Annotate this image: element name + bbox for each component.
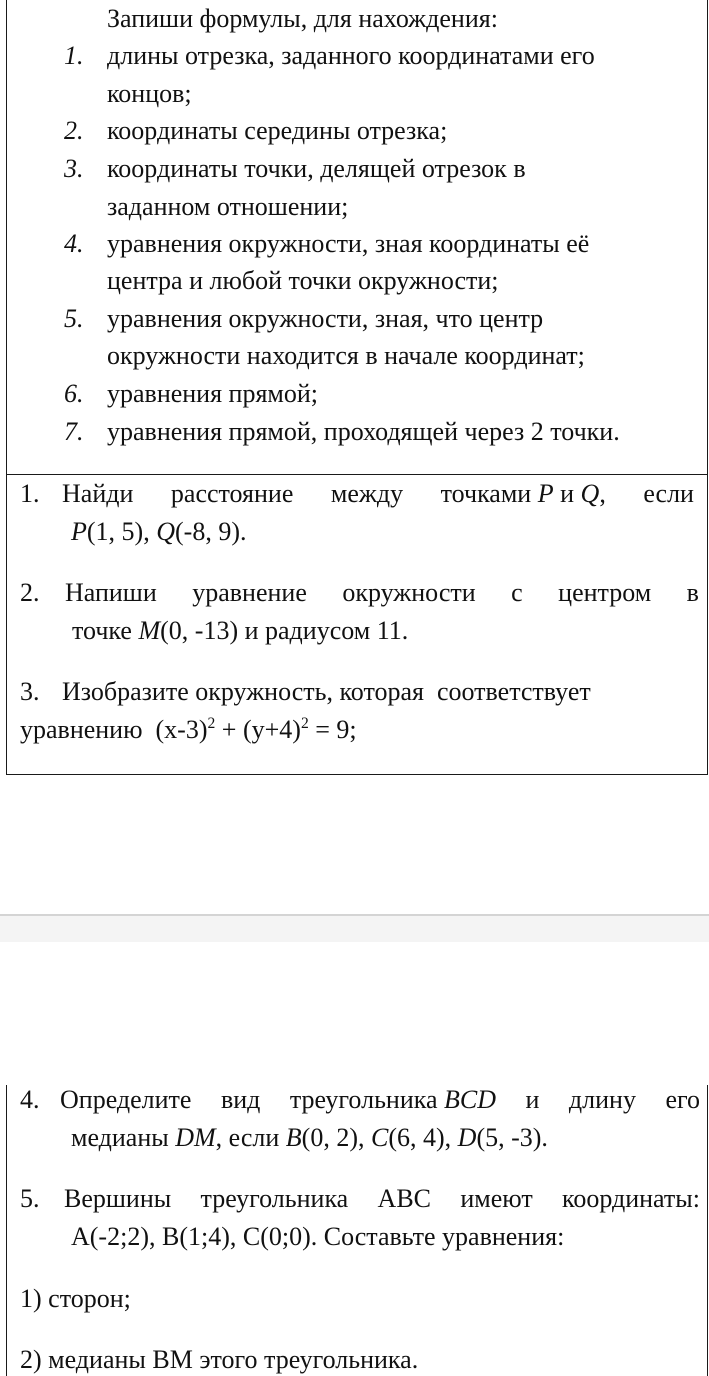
word: расстояние	[170, 479, 294, 508]
point-d: D	[457, 1123, 477, 1152]
task-number: 5.	[20, 1184, 40, 1213]
subtask-2: 2) медианы BM этого треугольника.	[20, 1345, 419, 1374]
subtask-1: 1) сторон;	[20, 1284, 131, 1313]
punct: ,	[599, 479, 606, 508]
task-line	[72, 616, 408, 646]
point-m: M	[138, 616, 161, 645]
word: вид	[220, 1085, 261, 1114]
word: между	[330, 479, 404, 508]
formula-line: уравнения прямой, проходящей через 2 точки.	[107, 417, 620, 446]
task-number: 4.	[20, 1085, 40, 1114]
text: , если	[215, 1123, 286, 1152]
formula-line: заданном отношении;	[107, 192, 349, 221]
formula-number: 7.	[64, 417, 84, 446]
task-line	[62, 479, 694, 509]
point-q: Q	[580, 479, 600, 508]
word: окружности	[342, 578, 476, 607]
task-equation	[20, 715, 357, 745]
word: ABC	[377, 1184, 432, 1213]
task-line	[71, 1123, 548, 1153]
word: треугольника	[289, 1085, 438, 1114]
text: точке	[72, 616, 139, 645]
task-line: A(-2;2), B(1;4), C(0;0). Составьте уравнения:	[71, 1222, 565, 1251]
task-line	[71, 517, 246, 547]
exponent: 2	[207, 714, 216, 732]
coords: (6, 4),	[388, 1123, 458, 1152]
page-separator-shade	[0, 916, 709, 942]
table-right-border-top	[707, 0, 708, 775]
exponent: 2	[300, 714, 309, 732]
table-left-border-top	[6, 0, 7, 775]
word: и	[525, 1085, 540, 1114]
point-b: B	[285, 1123, 302, 1152]
word: и	[560, 479, 575, 508]
word: точками	[440, 479, 532, 508]
table-right-border-bottom	[707, 1085, 708, 1376]
text: = 9;	[308, 715, 357, 744]
task-number: 1.	[20, 479, 40, 508]
task-line	[60, 1085, 700, 1115]
word-group	[290, 1085, 496, 1115]
word: Определите	[60, 1085, 192, 1114]
word: Напиши	[65, 578, 157, 607]
formula-line: центра и любой точки окружности;	[107, 266, 499, 295]
word-group	[441, 479, 606, 509]
formula-number: 5.	[64, 304, 84, 333]
task-number: 2.	[20, 578, 40, 607]
word: координаты:	[562, 1184, 700, 1213]
word: длину	[568, 1085, 636, 1114]
triangle-bcd: BCD	[444, 1085, 497, 1114]
text: медианы	[71, 1123, 176, 1152]
table-left-border-bottom	[6, 1085, 7, 1376]
formula-line: координаты точки, делящей отрезок в	[107, 154, 526, 183]
task-line	[64, 1184, 700, 1214]
point-p: P	[71, 517, 87, 546]
formula-line: окружности находится в начале координат;	[107, 341, 585, 370]
median-dm: DM	[175, 1123, 216, 1152]
word: Вершины	[64, 1184, 172, 1213]
table-row-divider	[6, 474, 708, 475]
formulas-intro: Запиши формулы, для нахождения:	[107, 4, 498, 33]
formula-line: концов;	[107, 79, 192, 108]
formula-number: 1.	[64, 41, 84, 70]
formula-line: уравнения окружности, зная, что центр	[107, 304, 544, 333]
text: уравнению (x-3)	[20, 715, 208, 744]
text: + (y+4)	[215, 715, 301, 744]
word: его	[665, 1085, 700, 1114]
word: с	[511, 578, 523, 607]
coords: (5, -3).	[476, 1123, 548, 1152]
word: имеют	[460, 1184, 533, 1213]
formula-number: 3.	[64, 154, 84, 183]
table-bottom-border	[6, 774, 708, 775]
formula-line: длины отрезка, заданного координатами его	[107, 41, 595, 70]
formula-number: 6.	[64, 379, 84, 408]
word: уравнение	[192, 578, 307, 607]
formula-line: координаты середины отрезка;	[107, 116, 448, 145]
word: если	[643, 479, 694, 508]
word: в	[686, 578, 699, 607]
word: центром	[558, 578, 652, 607]
point-q: Q	[156, 517, 175, 546]
text: (0, -13) и радиусом 11.	[160, 616, 409, 645]
task-line	[65, 578, 699, 608]
formula-line: уравнения прямой;	[107, 379, 319, 408]
formula-number: 2.	[64, 116, 84, 145]
formula-line: уравнения окружности, зная координаты её	[107, 229, 590, 258]
word: треугольника	[200, 1184, 349, 1213]
coords: (0, 2),	[301, 1123, 371, 1152]
task-line: Изобразите окружность, которая соответствует	[62, 677, 591, 706]
task-number: 3.	[20, 677, 40, 706]
point-c: C	[371, 1123, 389, 1152]
word: Найди	[62, 479, 134, 508]
point-p: P	[537, 479, 554, 508]
coords: (1, 5),	[86, 517, 157, 546]
coords: (-8, 9).	[175, 517, 247, 546]
formula-number: 4.	[64, 229, 84, 258]
